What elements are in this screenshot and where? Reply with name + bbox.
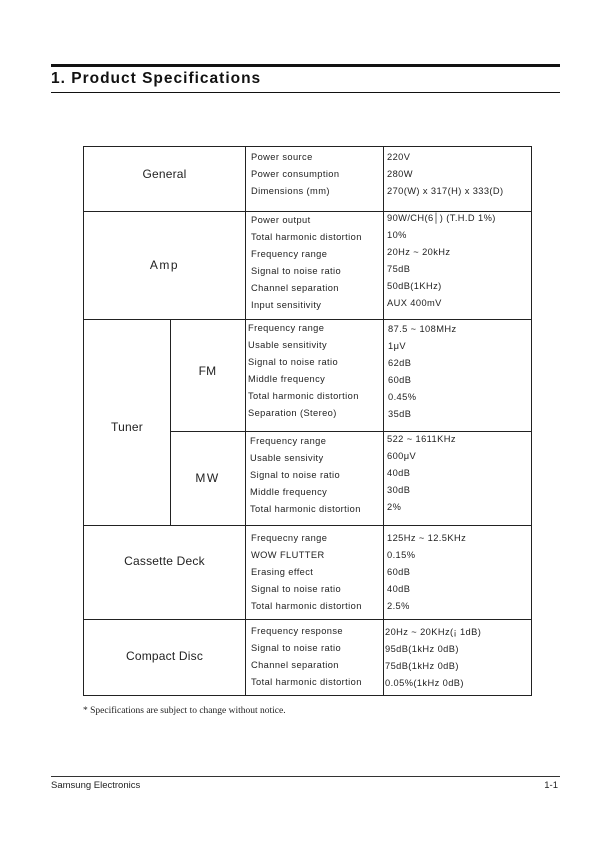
param-value: 60dB [387, 567, 411, 577]
general-values [387, 149, 504, 200]
param-value: 522 ~ 1611KHz [387, 434, 456, 444]
section-label-mw: MW [195, 471, 220, 485]
param-value: 95dB(1kHz 0dB) [385, 644, 459, 654]
amp-values [387, 210, 496, 312]
mw-values [387, 431, 456, 516]
column-divider [245, 525, 246, 695]
param-value: 40dB [387, 584, 411, 594]
param-value: 2% [387, 502, 402, 512]
mw-params [250, 433, 361, 518]
param-value: 220V [387, 152, 411, 162]
param-label: Separation (Stereo) [248, 408, 337, 418]
param-value: 30dB [387, 485, 411, 495]
param-label: Usable sensivity [250, 453, 324, 463]
section-label-amp: Amp [149, 258, 180, 272]
column-divider [245, 319, 246, 525]
param-label: Frequency range [248, 323, 325, 333]
title-rule-top [51, 64, 560, 67]
general-params [251, 149, 339, 200]
param-value: 50dB(1KHz) [387, 281, 442, 291]
param-value: 60dB [388, 375, 412, 385]
param-label: Total harmonic distortion [250, 504, 361, 514]
specifications-table [83, 146, 532, 696]
param-label: Usable sensitivity [248, 340, 328, 350]
section-label-cassette-deck: Cassette Deck [124, 554, 205, 568]
param-label: Frequency range [250, 436, 327, 446]
cassette-values [387, 530, 466, 615]
param-label: Power output [251, 215, 311, 225]
fm-values [388, 321, 457, 423]
param-label: Channel separation [251, 283, 339, 293]
param-label: Middle frequency [250, 487, 328, 497]
param-label: Power source [251, 152, 313, 162]
param-value: 1μV [388, 341, 406, 351]
param-label: Frequency range [251, 249, 328, 259]
column-divider [245, 147, 246, 319]
param-label: Signal to noise ratio [251, 266, 342, 276]
param-label: Signal to noise ratio [251, 643, 342, 653]
footnote: * Specifications are subject to change without notice. [83, 706, 286, 716]
param-label: Channel separation [251, 660, 339, 670]
param-value: 10% [387, 230, 407, 240]
fm-params [248, 320, 359, 422]
param-label: Total harmonic distortion [251, 232, 362, 242]
param-value: 0.45% [388, 392, 417, 402]
param-label: Middle frequency [248, 374, 326, 384]
param-label: Signal to noise ratio [250, 470, 341, 480]
param-label: Total harmonic distortion [248, 391, 359, 401]
param-label: Input sensitivity [251, 300, 322, 310]
param-value: 125Hz ~ 12.5KHz [387, 533, 467, 543]
cd-values [385, 624, 481, 692]
param-value: 270(W) x 317(H) x 333(D) [387, 186, 504, 196]
section-label-tuner: Tuner [111, 420, 143, 434]
cd-params [251, 623, 362, 691]
param-value: 75dB(1kHz 0dB) [385, 661, 459, 671]
param-value: 20Hz ~ 20KHz(¡ 1dB) [385, 627, 482, 637]
param-label: Signal to noise ratio [251, 584, 342, 594]
param-value: 90W/CH(6│) (T.H.D 1%) [387, 213, 496, 223]
section-label-fm: FM [198, 364, 217, 378]
footer-rule [51, 776, 560, 777]
param-value: 0.15% [387, 550, 416, 560]
param-value: 40dB [387, 468, 411, 478]
section-label-general: General [142, 167, 187, 181]
param-value: 35dB [388, 409, 412, 419]
param-label: Signal to noise ratio [248, 357, 339, 367]
param-value: 0.05%(1kHz 0dB) [385, 678, 464, 688]
footer-company: Samsung Electronics [51, 780, 141, 791]
param-value: 280W [387, 169, 413, 179]
column-divider [383, 147, 384, 695]
param-label: Dimensions (mm) [251, 186, 330, 196]
footer-page-number: 1-1 [544, 780, 558, 791]
param-label: Erasing effect [251, 567, 314, 577]
param-label: Frequency response [251, 626, 343, 636]
section-label-compact-disc: Compact Disc [125, 649, 204, 663]
param-value: 2.5% [387, 601, 410, 611]
param-label: Frequecny range [251, 533, 328, 543]
param-value: 600μV [387, 451, 417, 461]
param-value: 20Hz ~ 20kHz [387, 247, 451, 257]
param-value: 87.5 ~ 108MHz [388, 324, 457, 334]
param-value: 62dB [388, 358, 412, 368]
param-label: Total harmonic distortion [251, 601, 362, 611]
param-label: Total harmonic distortion [251, 677, 362, 687]
title-rule-bottom [51, 92, 560, 93]
page-title: 1. Product Specifications [51, 70, 262, 87]
amp-params [251, 212, 362, 314]
param-label: Power consumption [251, 169, 340, 179]
param-value: 75dB [387, 264, 411, 274]
param-value: AUX 400mV [387, 298, 442, 308]
param-label: WOW FLUTTER [251, 550, 325, 560]
cassette-params [251, 530, 362, 615]
